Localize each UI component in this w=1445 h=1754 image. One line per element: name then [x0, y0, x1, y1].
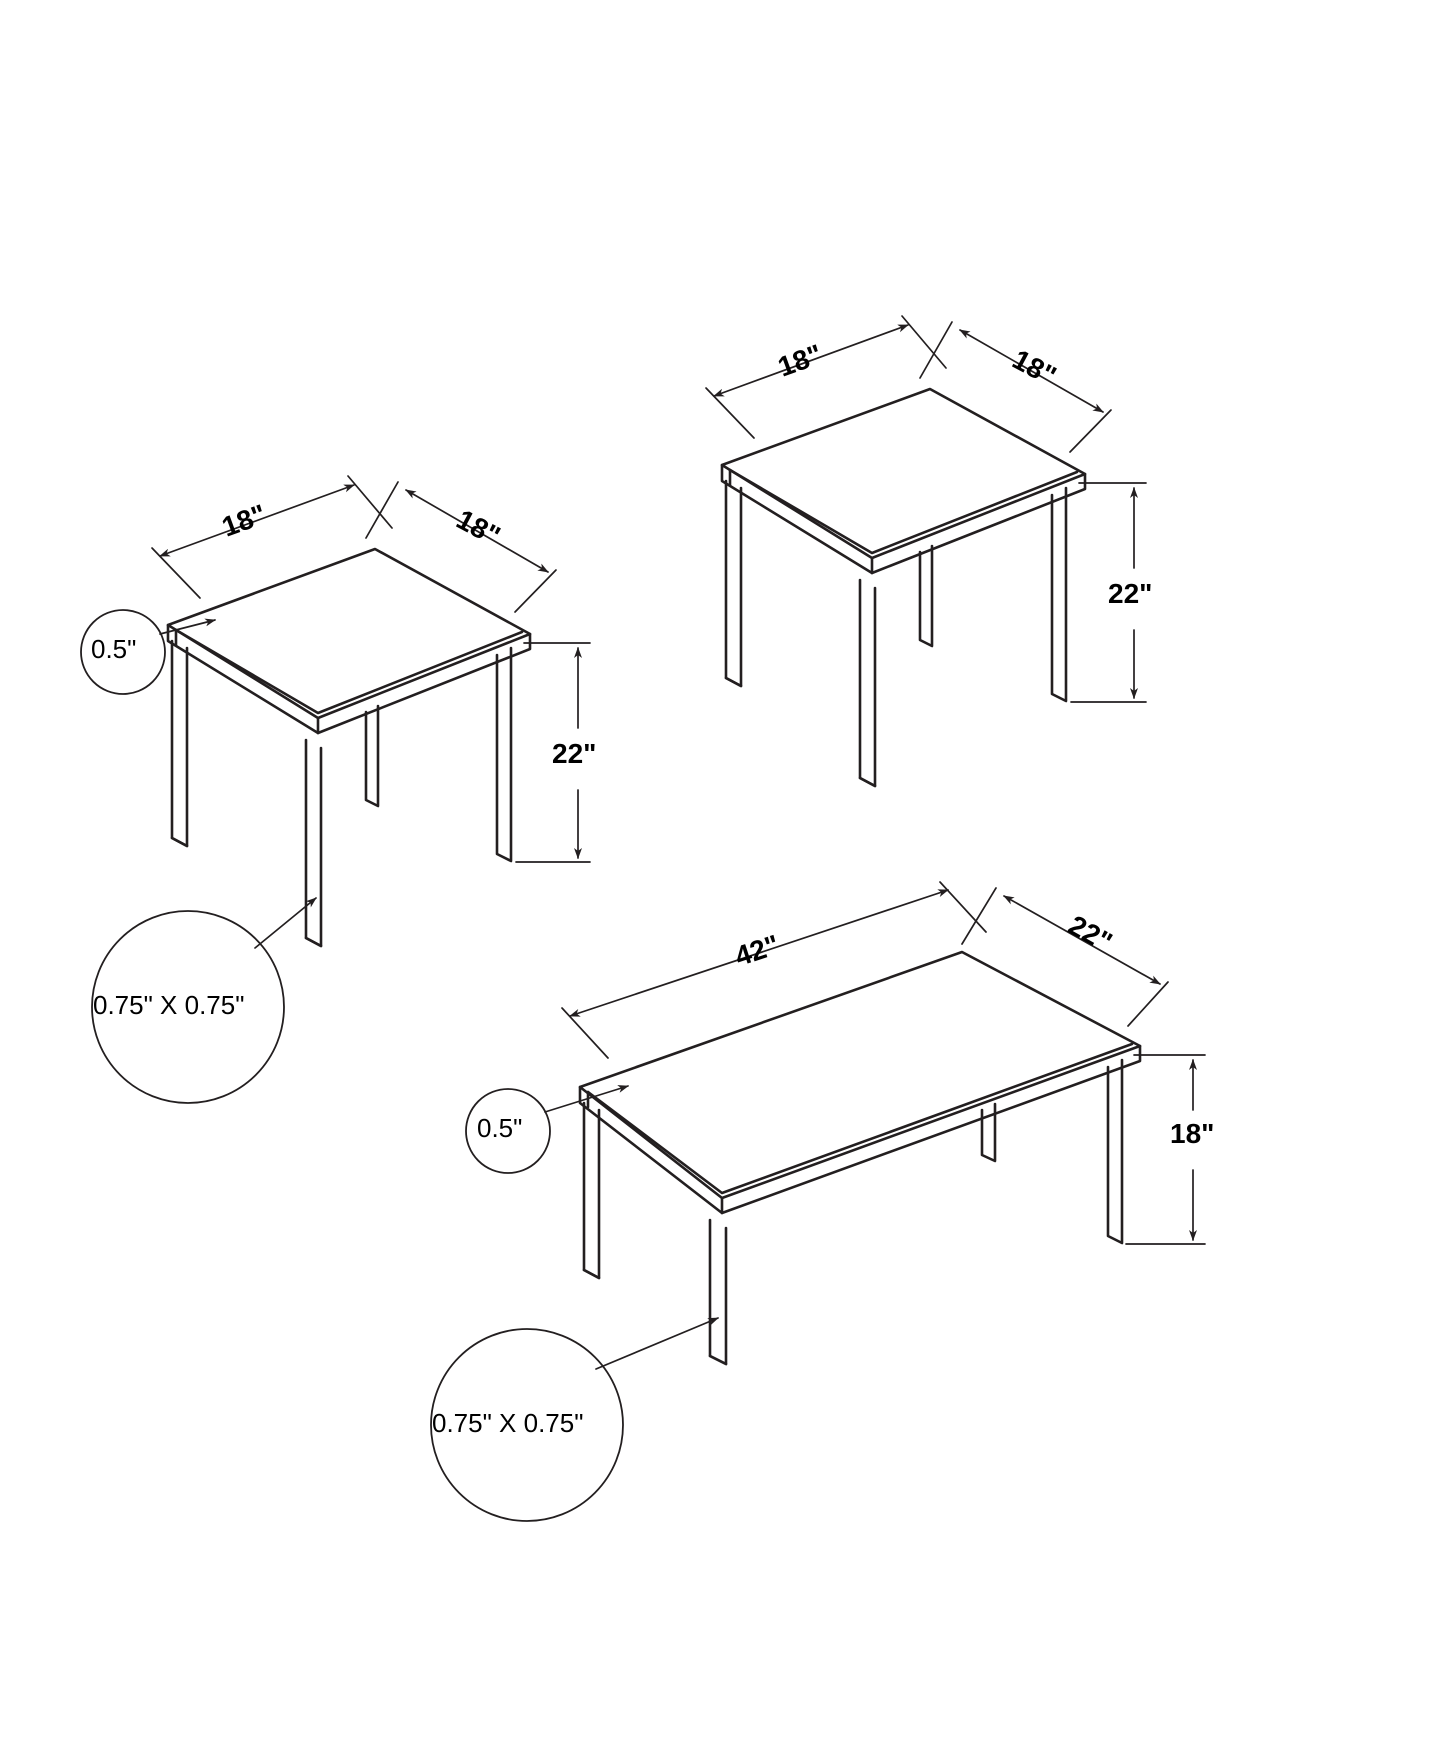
coffee-width-label: 42": [731, 928, 783, 973]
left-width-label: 18": [217, 498, 271, 543]
coffee-width-dimension: [562, 882, 986, 1058]
right-depth-dimension: [920, 322, 1111, 452]
left-leg-label: 0.75" X 0.75": [93, 990, 245, 1020]
left-depth-dimension: [366, 482, 556, 612]
end-table-right-illustration: [722, 389, 1085, 786]
coffee-height-label: 18": [1170, 1118, 1215, 1149]
coffee-thickness-label: 0.5": [477, 1113, 523, 1143]
coffee-table-illustration: [580, 952, 1140, 1364]
left-thickness-label: 0.5": [91, 634, 137, 664]
coffee-depth-label: 22": [1063, 909, 1118, 958]
end-table-left-illustration: [168, 549, 530, 946]
left-width-dimension: [152, 476, 392, 598]
right-width-dimension: [706, 316, 946, 438]
right-depth-label: 18": [1007, 343, 1062, 392]
right-height-label: 22": [1108, 578, 1153, 609]
coffee-leg-label: 0.75" X 0.75": [432, 1408, 584, 1438]
left-height-label: 22": [552, 738, 597, 769]
left-depth-label: 18": [451, 503, 506, 552]
right-width-label: 18": [773, 338, 827, 383]
